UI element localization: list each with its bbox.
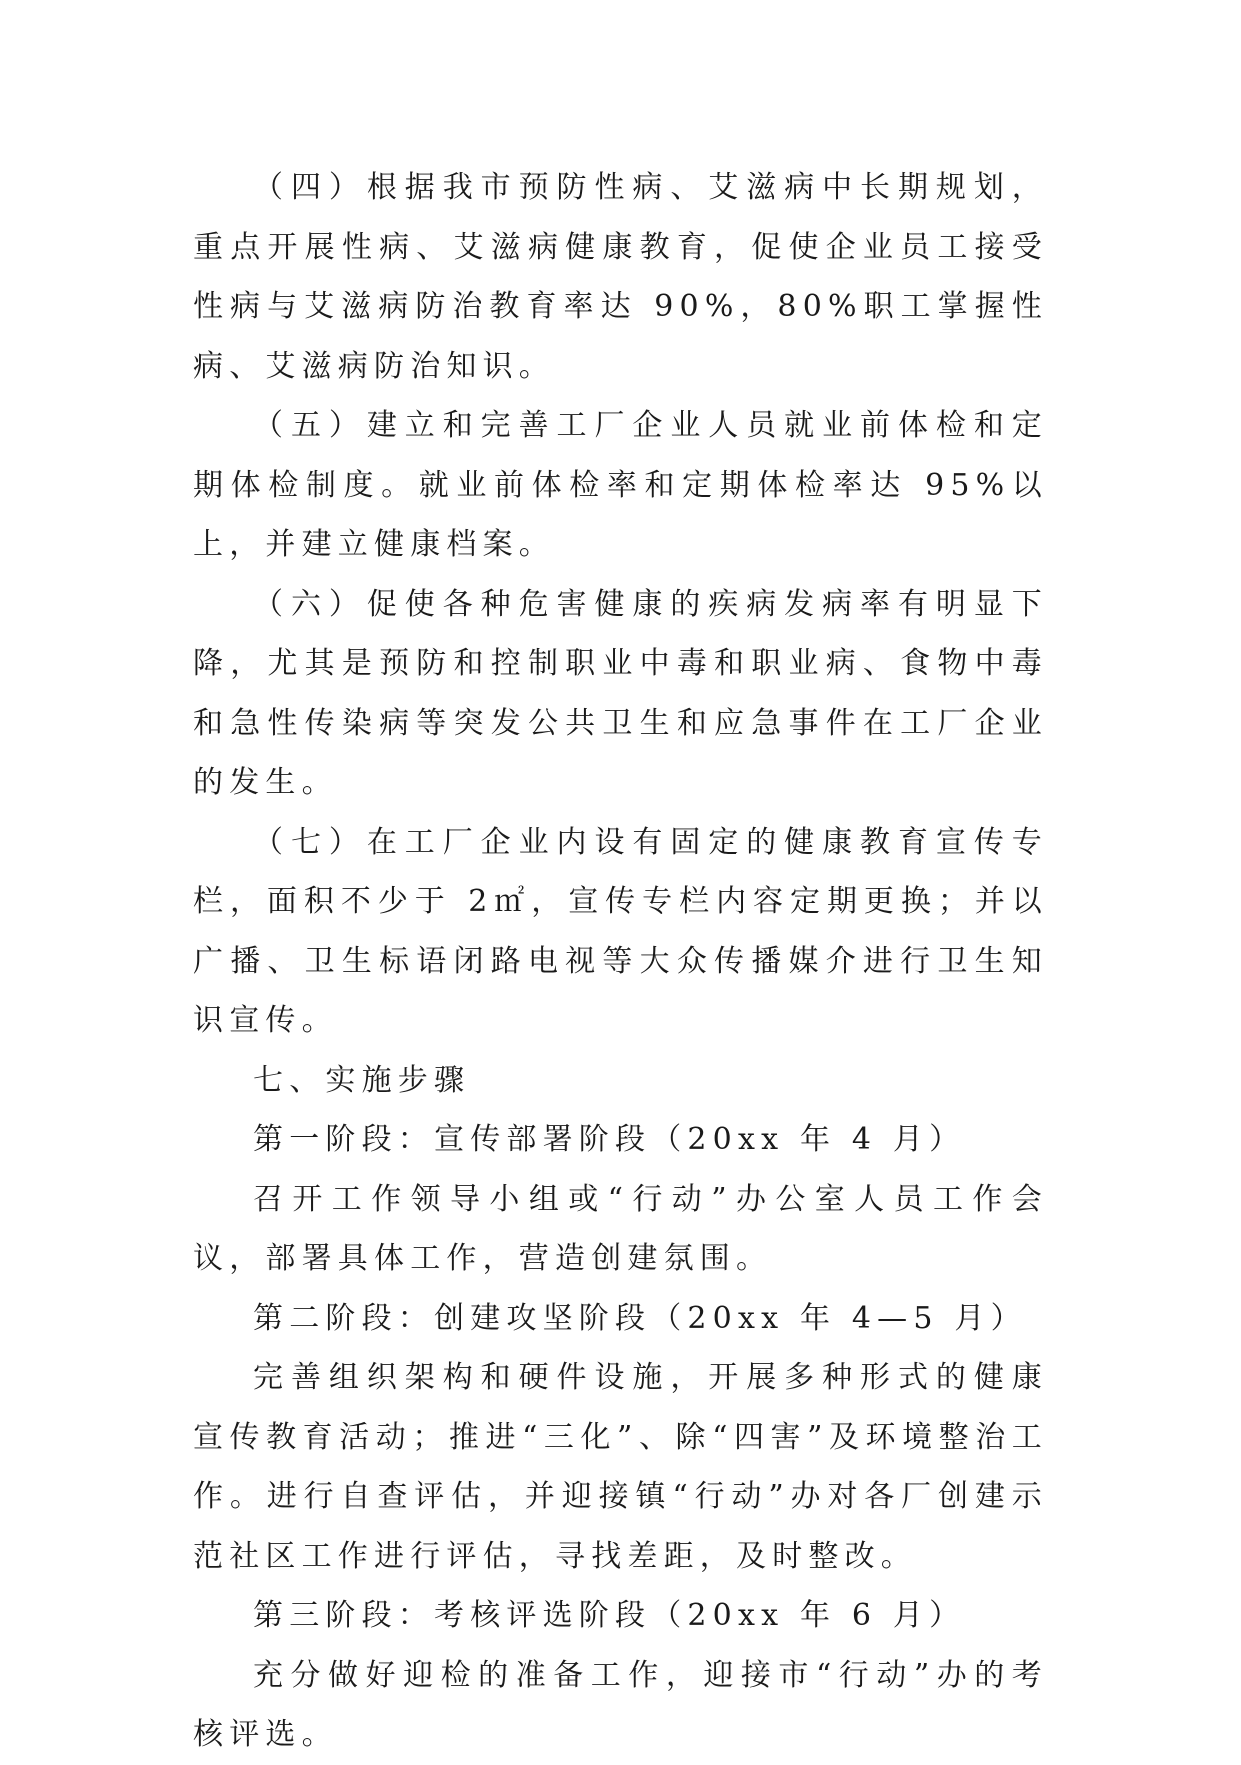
paragraph-goal-5: （五）建立和完善工厂企业人员就业前体检和定期体检制度。就业前体检率和定期体检率达 95%以上，并建立健康档案。 [193, 408, 1048, 562]
paragraph-goal-4: （四）根据我市预防性病、艾滋病中长期规划，重点开展性病、艾滋病健康教育，促使企业员工接受性病与艾滋病防治教育率达 90%，80%职工掌握性病、艾滋病防治知识。 [193, 170, 1048, 384]
stage-1-title: 第一阶段：宣传部署阶段（20xx 年 4 月） [253, 1122, 966, 1157]
document-body [193, 158, 1048, 1765]
section-heading-steps: 七、实施步骤 [253, 1062, 471, 1098]
stage-3-title: 第三阶段：考核评选阶段（20xx 年 6 月） [253, 1598, 966, 1633]
paragraph-goal-7: （七）在工厂企业内设有固定的健康教育宣传专栏，面积不少于 2㎡，宣传专栏内容定期更换；并以广播、卫生标语闭路电视等大众传播媒介进行卫生知识宣传。 [193, 824, 1048, 1038]
paragraph-goal-6: （六）促使各种危害健康的疾病发病率有明显下降，尤其是预防和控制职业中毒和职业病、食物中毒和急性传染病等突发公共卫生和应急事件在工厂企业的发生。 [193, 586, 1048, 800]
stage-2-title: 第二阶段：创建攻坚阶段（20xx 年 4—5 月） [253, 1300, 1027, 1336]
stage-2-text: 完善组织架构和硬件设施，开展多种形式的健康宣传教育活动；推进“三化”、除“四害”及环境整治工作。进行自查评估，并迎接镇“行动”办对各厂创建示范社区工作进行评估，寻找差距，及时整改。 [193, 1360, 1048, 1574]
stage-1-text: 召开工作领导小组或“行动”办公室人员工作会议，部署具体工作，营造创建氛围。 [193, 1181, 1048, 1276]
stage-3-text: 充分做好迎检的准备工作，迎接市“行动”办的考核评选。 [193, 1657, 1048, 1752]
